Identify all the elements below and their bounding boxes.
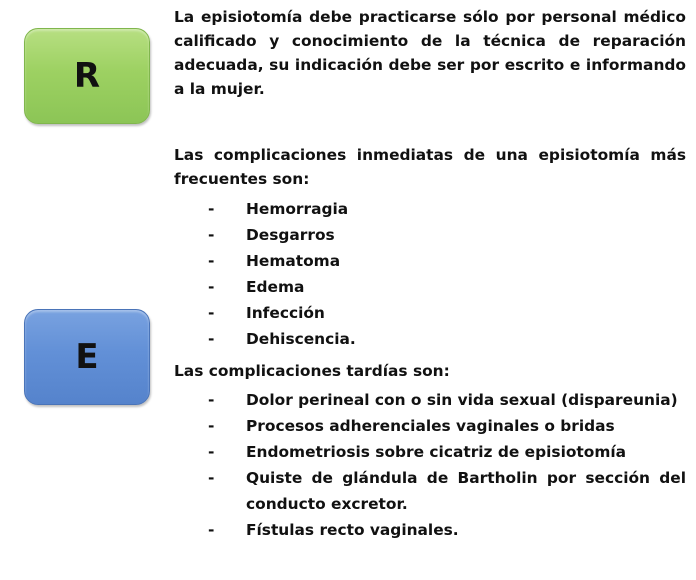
recommendation-text: La episiotomía debe practicarse sólo por personal médico calificado y conocimiento de la técnica de reparación adecuada, su indicación debe ser por escrito e informando a la mujer. [174,8,686,98]
list-item-text: Endometriosis sobre cicatriz de episiotomía [246,443,627,461]
late-complications-list [208,387,686,543]
list-item [208,300,686,326]
dash-bullet: - [208,391,215,409]
list-item [208,248,686,274]
evidence-badge-label: E [75,337,99,377]
dash-bullet: - [208,200,215,218]
list-item [208,222,686,248]
immediate-complications-list [208,196,686,352]
list-item-text: Hemorragia [246,200,349,218]
dash-bullet: - [208,304,215,322]
list-item [208,413,686,439]
list-item-text: Dehiscencia. [246,330,356,348]
list-item-text: Quiste de glándula de Bartholin por sección del conducto excretor. [246,469,686,513]
list-item-text: Hematoma [246,252,341,270]
list-item-text: Desgarros [246,226,335,244]
dash-bullet: - [208,278,215,296]
recommendation-badge-label: R [73,56,101,96]
dash-bullet: - [208,443,215,461]
list-item-text: Procesos adherenciales vaginales o bridas [246,417,615,435]
dash-bullet: - [208,330,215,348]
list-item-text: Dolor perineal con o sin vida sexual (dispareunia) [246,391,678,409]
list-item-text: Edema [246,278,305,296]
list-item-text: Infección [246,304,325,322]
evidence-badge [24,309,150,405]
dash-bullet: - [208,226,215,244]
list-item [208,387,686,413]
dash-bullet: - [208,521,215,539]
list-item [208,465,686,517]
recommendation-badge [24,28,150,124]
dash-bullet: - [208,469,215,487]
late-complications-heading: Las complicaciones tardías son: [174,362,450,380]
list-item [208,326,686,352]
list-item [208,196,686,222]
list-item [208,517,686,543]
list-item [208,439,686,465]
list-item [208,274,686,300]
dash-bullet: - [208,252,215,270]
dash-bullet: - [208,417,215,435]
list-item-text: Fístulas recto vaginales. [246,521,459,539]
immediate-complications-intro: Las complicaciones inmediatas de una episiotomía más frecuentes son: [174,146,686,188]
